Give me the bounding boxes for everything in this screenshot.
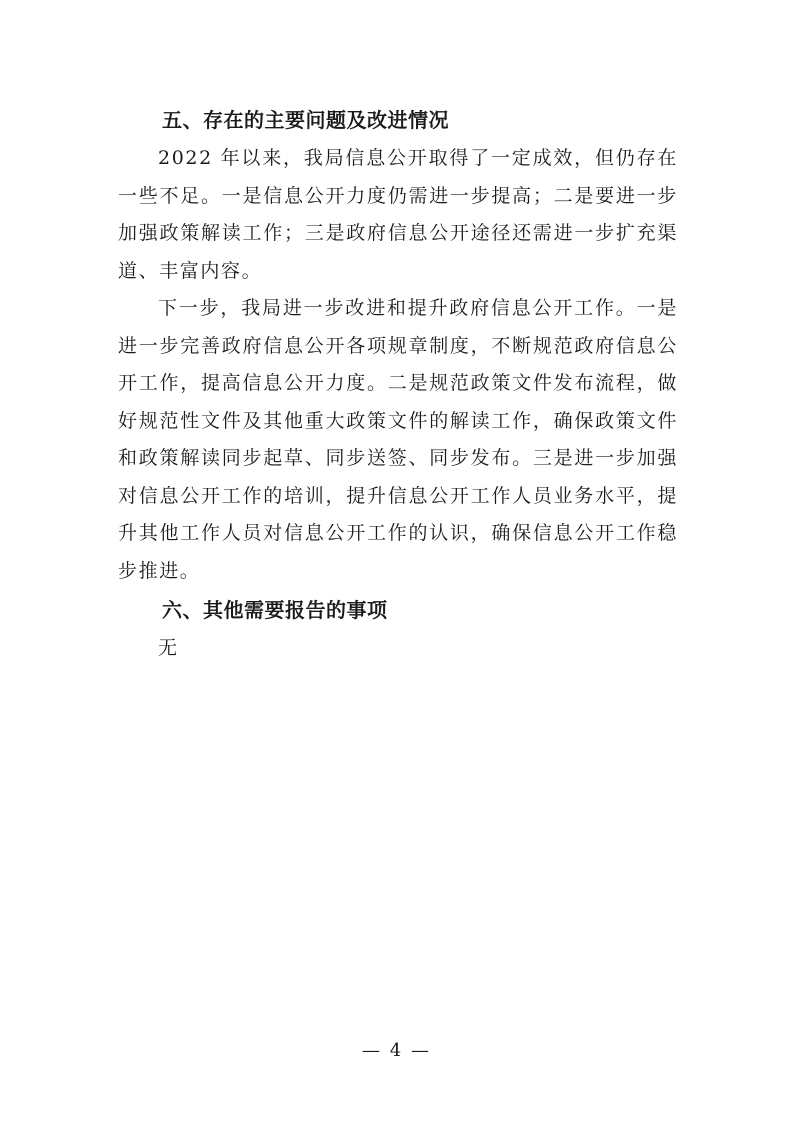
- section-6-heading: 六、其他需要报告的事项: [162, 598, 388, 622]
- section-5-heading: 五、存在的主要问题及改进情况: [162, 108, 449, 132]
- section-5-paragraph-1: 2022 年以来，我局信息公开取得了一定成效，但仍存在一些不足。一是信息公开力度仍需进一步提高；二是要进一步加强政策解读工作；三是政府信息公开途径还需进一步扩充渠道、丰富内容。: [118, 147, 678, 282]
- section-6-body: 无: [158, 637, 179, 659]
- page-number: — 4 —: [362, 1040, 431, 1061]
- section-5-paragraph-2: 下一步，我局进一步改进和提升政府信息公开工作。一是进一步完善政府信息公开各项规章制度，不断规范政府信息公开工作，提高信息公开力度。二是规范政策文件发布流程，做好规范性文件及其他重大政策文件的解读工作，确保政策文件和政策解读同步起草、同步送签、同步发布。三是进一步加强对信息公开工作的培训，提升信息公开工作人员业务水平，提升其他工作人员对信息公开工作的认识，确保信息公开工作稳步推进。: [118, 297, 678, 582]
- document-body: [118, 100, 678, 668]
